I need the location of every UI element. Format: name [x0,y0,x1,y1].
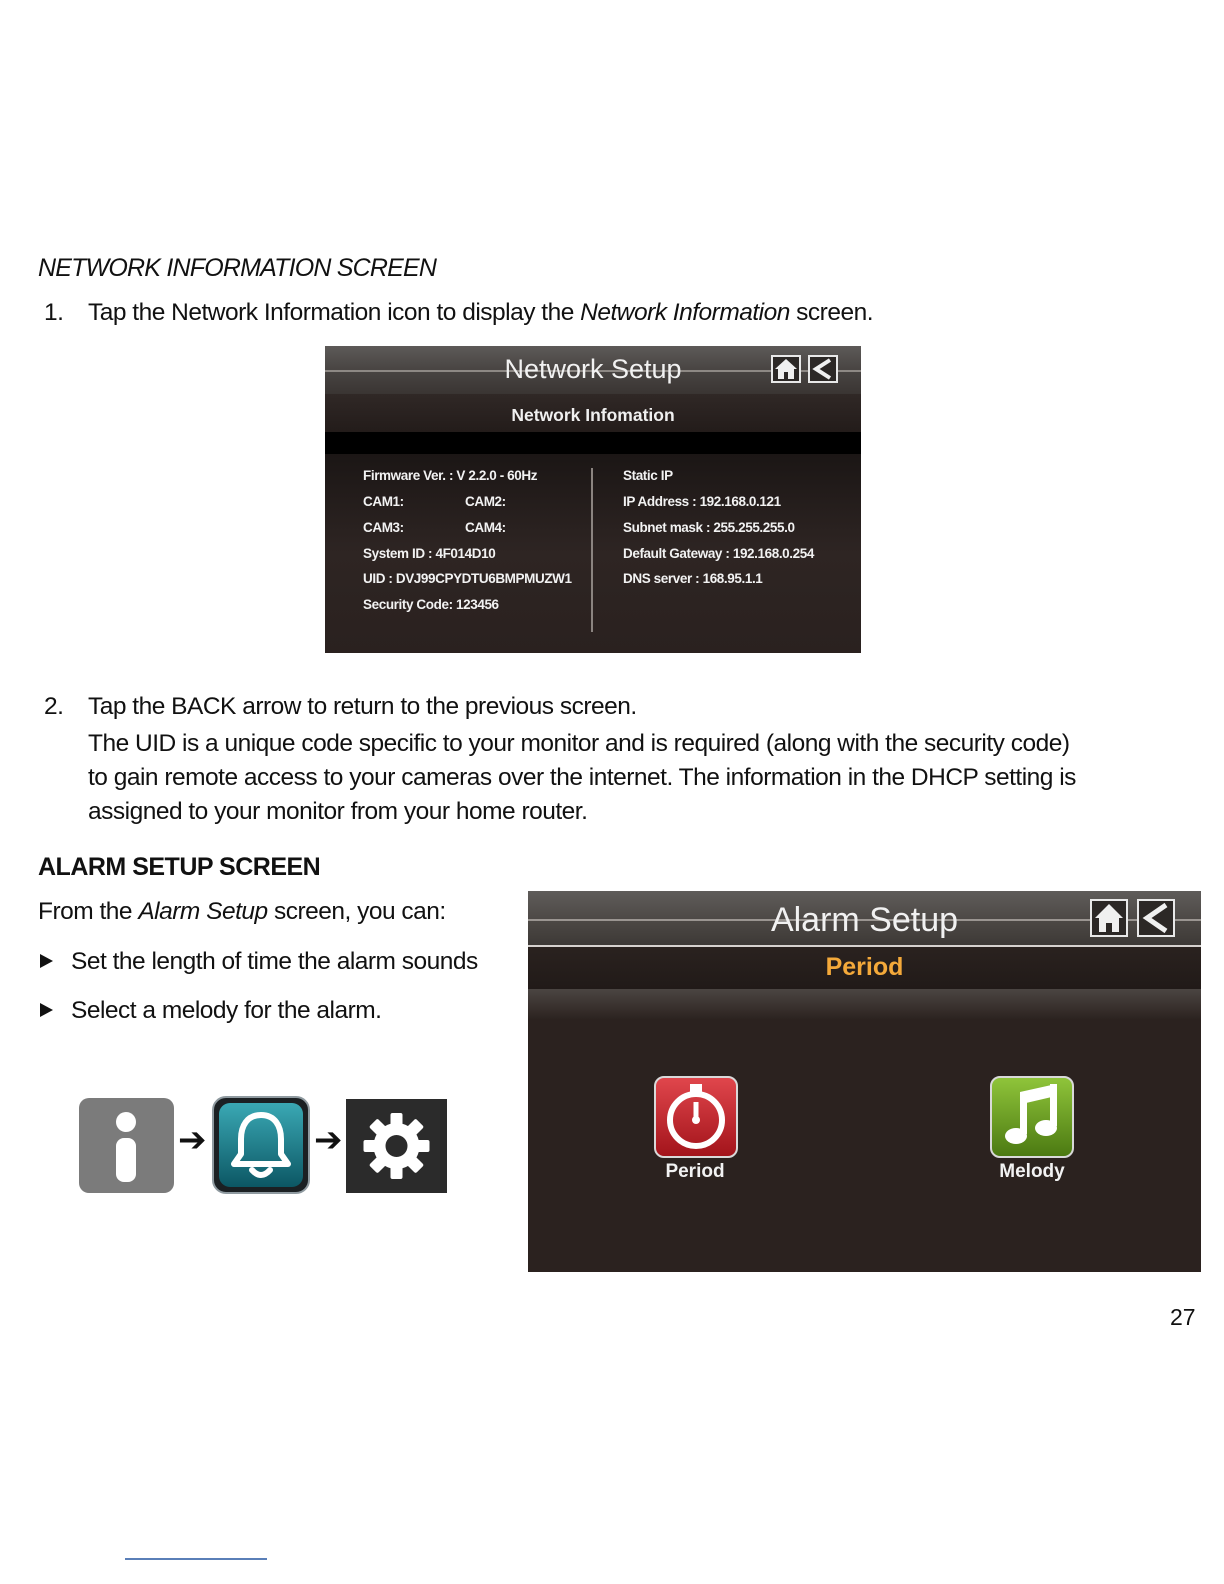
cam3-label: CAM3: [363,520,404,535]
period-tile[interactable] [654,1076,738,1158]
alarm-subtitle: Period [825,953,904,981]
network-setup-screen [325,346,861,653]
bullet-text: Set the length of time the alarm sounds [71,948,478,975]
period-tile-label: Period [665,1161,725,1182]
footnote-divider [125,1558,267,1560]
step-1 [0,299,1224,329]
step-1-text-a: Tap the Network Information icon to display the [88,299,581,326]
step-2-text: Tap the BACK arrow to return to the previous screen. [88,693,637,720]
default-gateway: Default Gateway : 192.168.0.254 [623,546,814,561]
section-title-alarm: ALARM SETUP SCREEN [38,853,321,881]
bullet-item [40,997,381,1025]
alarm-screen-title: Alarm Setup [770,901,959,939]
security-code: Security Code: 123456 [363,597,499,612]
cam2-label: CAM2: [465,494,506,509]
music-note-icon [992,1078,1072,1156]
alarm-subtitle-bar [528,947,1201,989]
alarm-intro [38,898,446,926]
home-icon[interactable] [1090,899,1128,937]
paragraph-line: to gain remote access to your cameras over the internet. The information in the DHCP setting is [88,764,1076,791]
gear-icon [346,1099,447,1193]
alarm-intro-italic: Alarm Setup [138,898,268,925]
arrow-right-icon: ➔ [178,1121,207,1159]
network-info-body [325,454,861,653]
arrow-right-icon: ➔ [314,1121,343,1159]
back-arrow-icon[interactable] [808,355,838,383]
subnet-mask: Subnet mask : 255.255.255.0 [623,520,795,535]
dns-server: DNS server : 168.95.1.1 [623,571,763,586]
firmware-version: Firmware Ver. : V 2.2.0 - 60Hz [363,468,538,483]
page-number: 27 [1170,1304,1196,1330]
stopwatch-icon [656,1078,736,1156]
step-1-text-b: screen. [789,299,874,326]
alarm-intro-b: screen, you can: [267,898,446,925]
alarm-intro-a: From the [38,898,139,925]
network-subtitle: Network Infomation [511,405,675,425]
system-id: System ID : 4F014D10 [363,546,496,561]
step-1-text-italic: Network Information [580,299,790,326]
cam1-label: CAM1: [363,494,404,509]
step-1-text [88,299,873,327]
section-title-network: NETWORK INFORMATION SCREEN [38,254,437,282]
bullet-triangle-icon [40,954,53,968]
network-subtitle-bar [325,394,861,432]
step-1-number: 1. [44,299,64,326]
step-2-number: 2. [44,693,64,720]
back-arrow-icon[interactable] [1137,899,1175,937]
bell-icon [212,1096,310,1194]
bullet-text: Select a melody for the alarm. [71,997,382,1024]
cam4-label: CAM4: [465,520,506,535]
bullet-item [40,948,478,976]
step-2 [0,693,1224,723]
bullet-triangle-icon [40,1003,53,1017]
info-icon [79,1098,174,1193]
home-icon[interactable] [771,355,801,383]
paragraph-line: assigned to your monitor from your home router. [88,798,588,825]
uid: UID : DVJ99CPYDTU6BMPMUZW1 [363,571,572,586]
ip-address: IP Address : 192.168.0.121 [623,494,781,509]
uid-paragraph [88,727,1076,829]
static-ip: Static IP [623,468,673,483]
network-screen-title: Network Setup [504,354,682,384]
melody-tile-label: Melody [999,1161,1065,1182]
alarm-setup-screen [528,891,1201,1272]
melody-tile[interactable] [990,1076,1074,1158]
paragraph-line: The UID is a unique code specific to your monitor and is required (along with the security code) [88,730,1070,757]
